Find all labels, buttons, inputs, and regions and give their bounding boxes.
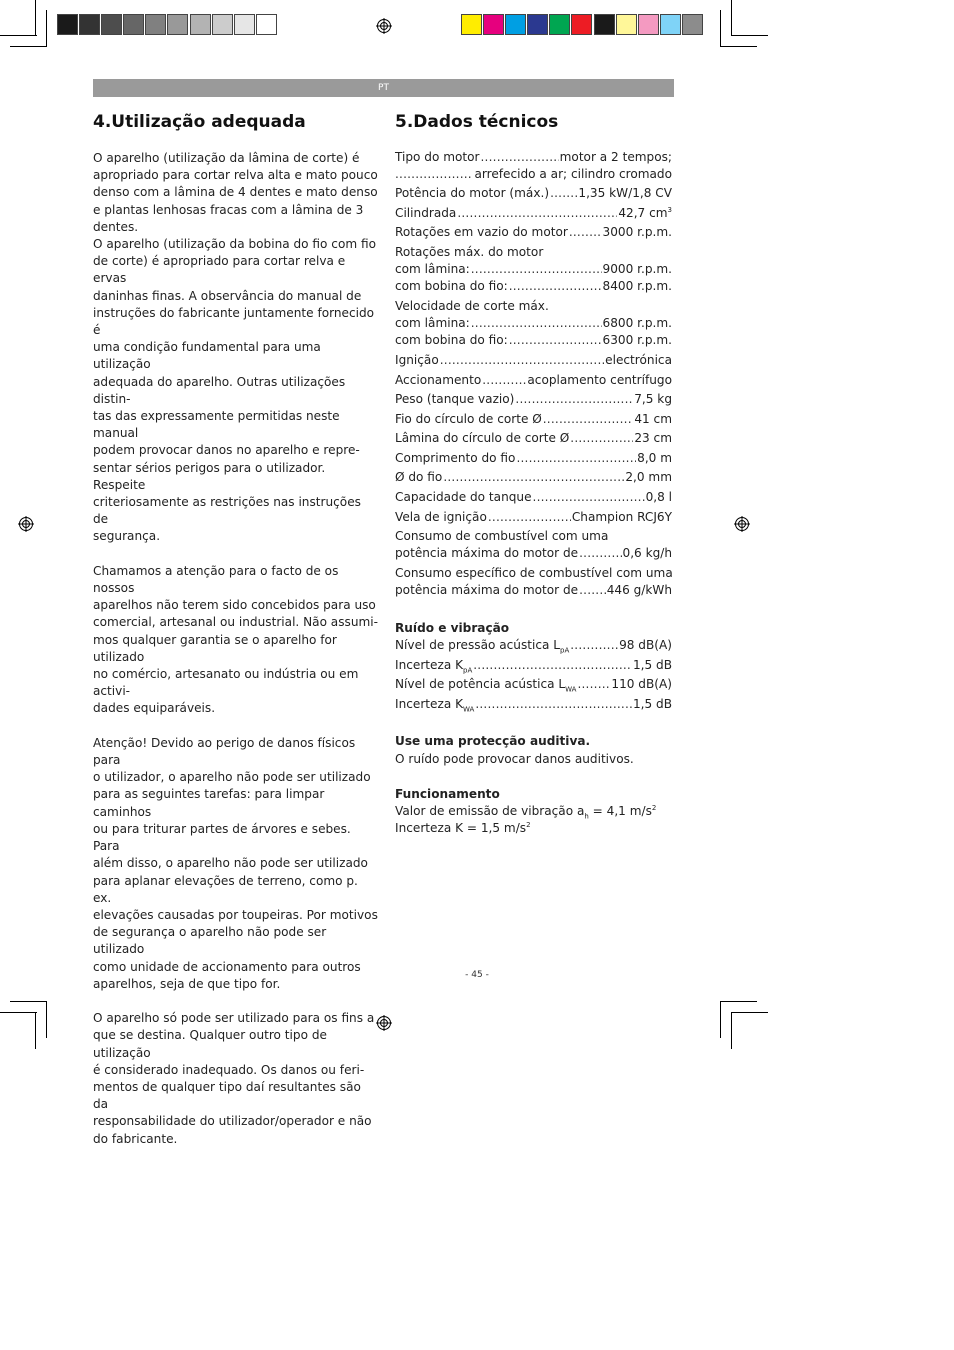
body-text-line: comercial, artesanal ou industrial. Não assumi- [93,615,378,630]
spec-fuel-consumption-line1: Consumo de combustível com uma [395,529,609,544]
crop-mark [46,1001,47,1038]
spec-row-max-rpm-spool: com bobina do fio: ..... 8400 r.p.m. [395,279,672,299]
body-text-line: Chamamos a atenção para o facto de os nossos [93,563,339,596]
language-header-bar [93,79,674,97]
spec-row-line-circle: Fio do círculo de corte Ø ..... 41 cm [395,412,672,432]
body-text-line: O aparelho só pode ser utilizado para os fins a [93,1011,375,1026]
color-swatch [79,14,100,35]
color-swatch [660,14,681,35]
spec-row-max-rpm-blade: com lâmina: ..... 9000 r.p.m. [395,262,672,279]
spec-row-ignition: Ignição ..... electrónica [395,353,672,373]
crop-mark [720,1001,721,1038]
body-text-line: dades equiparáveis. [93,701,216,716]
spec-row-lwa: Nível de potência acústica $L_{WA}$ ..... 110 dB(A) [395,677,672,697]
page-number: - 45 - [465,970,489,980]
spec-row-kpa: Incerteza $K_{pA}$ ..... 1,5 dB [395,658,672,678]
color-swatch [549,14,570,35]
body-text-line: O aparelho (utilização da lâmina de corte) é [93,151,360,165]
spec-row-line-diameter: Ø do fio ..... 2,0 mm [395,470,672,490]
section-5-title: 5.Dados técnicos [395,112,559,132]
spec-row-specific-consumption: potência máxima do motor de ..... 446 g/kWh [395,583,672,603]
color-swatch [234,14,255,35]
color-swatch [527,14,548,35]
hearing-protection-heading: Use uma protecção auditiva. [395,734,591,749]
color-swatch [505,14,526,35]
color-swatch [483,14,504,35]
body-text-line: denso com a lâmina de 4 dentes e mato denso [93,185,378,200]
registration-mark-icon [18,516,34,532]
color-swatch [167,14,188,35]
section-4-title: 4.Utilização adequada [93,112,306,132]
crop-mark [10,1001,47,1002]
spec-row-lpa: Nível de pressão acústica $L_{pA}$ ..... 98 dB(A) [395,638,672,658]
spec-specific-consumption-line1: Consumo específico de combustível com uma [395,566,673,581]
crop-mark [731,1012,768,1013]
body-text-line: adequada do aparelho. Outras utilizações distin- [93,374,346,406]
spec-row-power: Potência do motor (máx.) ..... 1,35 kW/1,8 CV [395,186,672,206]
noise-vibration-heading: Ruído e vibração [395,620,510,635]
spec-heading-cut-speed: Velocidade de corte máx. [395,298,549,313]
color-swatch [190,14,211,35]
body-text-line: mos qualquer garantia se o aparelho for utilizado [93,632,337,664]
body-text-line: responsabilidade do utilizador/operador e não [93,1114,372,1129]
crop-mark [35,1012,36,1049]
crop-mark [720,10,721,47]
body-text-line: Atenção! Devido ao perigo de danos físicos para [93,735,356,768]
crop-mark [731,1012,732,1049]
color-swatch [101,14,122,35]
color-swatch [616,14,637,35]
body-text-line: e plantas lenhosas fracas com a lâmina de 3 [93,202,364,217]
spec-row-drive: Accionamento ..... acoplamento centrífugo [395,373,672,393]
body-text-line: uma condição fundamental para uma utilização [93,340,321,372]
body-text-line: no comércio, artesanato ou indústria ou em activi- [93,667,359,699]
body-text-line: de segurança o aparelho não pode ser utilizado [93,925,327,957]
spec-row-cut-speed-blade: com lâmina: ..... 6800 r.p.m. [395,316,672,333]
color-swatch [145,14,166,35]
body-text-line: O aparelho (utilização da bobina do fio com fio [93,237,376,252]
body-text-line: além disso, o aparelho não pode ser utilizado [93,856,368,871]
color-swatch [212,14,233,35]
color-swatch [461,14,482,35]
color-swatch [57,14,78,35]
body-text-line: elevações causadas por toupeiras. Por motivos [93,907,378,922]
language-label: PT [378,83,389,93]
spec-row-motor-type: Tipo do motor ..... motor a 2 tempos; [395,150,672,167]
body-text-line: aparelhos, seja de que tipo for. [93,976,281,991]
spec-row-kwa: Incerteza $K_{WA}$ ..... 1,5 dB [395,697,672,717]
spec-row-displacement: Cilindrada ..... 42,7 $cm^3$ [395,206,672,226]
spec-row-cut-speed-spool: com bobina do fio: ..... 6300 r.p.m. [395,333,672,353]
technical-data-list [395,150,672,838]
crop-mark [35,0,36,36]
crop-mark [0,1012,37,1013]
operation-heading: Funcionamento [395,786,500,801]
section-4-body [93,150,378,1148]
body-text-line: que se destina. Qualquer outro tipo de utilização [93,1028,327,1060]
crop-mark [720,46,757,47]
registration-mark-icon [734,516,750,532]
body-text-line: podem provocar danos no aparelho e repre- [93,443,360,458]
crop-mark [731,0,732,36]
crop-mark [10,46,47,47]
spec-row-fuel-consumption: potência máxima do motor de ..... 0,6 kg/h [395,546,672,566]
spec-row-motor-type-cont: ..... arrefecido a ar; cilindro cromado [395,167,672,186]
body-text-line: mentos de qualquer tipo daí resultantes são da [93,1079,361,1112]
body-text-line: instruções do fabricante juntamente fornecido é [93,305,375,338]
spec-row-weight: Peso (tanque vazio) ..... 7,5 kg [395,392,672,412]
crop-mark [720,1001,757,1002]
spec-row-blade-circle: Lâmina do círculo de corte Ø ..... 23 cm [395,431,672,451]
body-text-line: dentes. [93,219,139,234]
crop-mark [731,35,768,36]
hearing-protection-text: O ruído pode provocar danos auditivos. [395,751,634,766]
body-text-line: apropriado para cortar relva alta e mato pouco [93,168,378,183]
color-swatch [638,14,659,35]
vibration-emission-value: Valor de emissão de vibração $a_h = 4,1$ $m/s^2$ [395,803,657,821]
spec-row-line-length: Comprimento do fio ..... 8,0 m [395,451,672,471]
spec-row-tank: Capacidade do tanque ..... 0,8 l [395,490,672,510]
crop-mark [0,35,37,36]
crop-mark [46,10,47,47]
spec-heading-max-rpm: Rotações máx. do motor [395,244,544,259]
registration-mark-icon [376,1015,392,1031]
spec-row-idle-speed: Rotações em vazio do motor ..... 3000 r.p.m. [395,225,672,245]
color-swatch [571,14,592,35]
spec-row-spark-plug: Vela de ignição ..... Champion RCJ6Y [395,510,672,530]
registration-mark-icon [376,18,392,34]
body-text-line: como unidade de accionamento para outros [93,959,361,974]
color-swatch [682,14,703,35]
body-text-line: para aplanar elevações de terreno, como p. ex. [93,873,358,905]
body-text-line: ou para triturar partes de árvores e sebes. Para [93,821,351,854]
body-text-line: do fabricante. [93,1131,178,1146]
body-text-line: o utilizador, o aparelho não pode ser utilizado [93,770,371,785]
process-color-bar [461,14,704,35]
body-text-line: tas das expressamente permitidas neste manual [93,409,340,441]
body-text-line: daninhas finas. A observância do manual de [93,288,362,303]
body-text-line: aparelhos não terem sido concebidos para uso [93,598,376,613]
color-swatch [123,14,144,35]
grayscale-color-bar [57,14,278,35]
body-text-line: para as seguintes tarefas: para limpar caminhos [93,787,325,819]
color-swatch [256,14,277,35]
color-swatch [594,14,615,35]
body-text-line: criteriosamente as restrições nas instruções de [93,495,361,527]
body-text-line: sentar sérios perigos para o utilizador. Respeite [93,460,326,492]
body-text-line: de corte) é apropriado para cortar relva e ervas [93,254,346,286]
vibration-uncertainty: Incerteza K = 1,5 $m/s^2$ [395,821,531,836]
body-text-line: é considerado inadequado. Os danos ou feri- [93,1062,365,1077]
body-text-line: segurança. [93,529,161,544]
